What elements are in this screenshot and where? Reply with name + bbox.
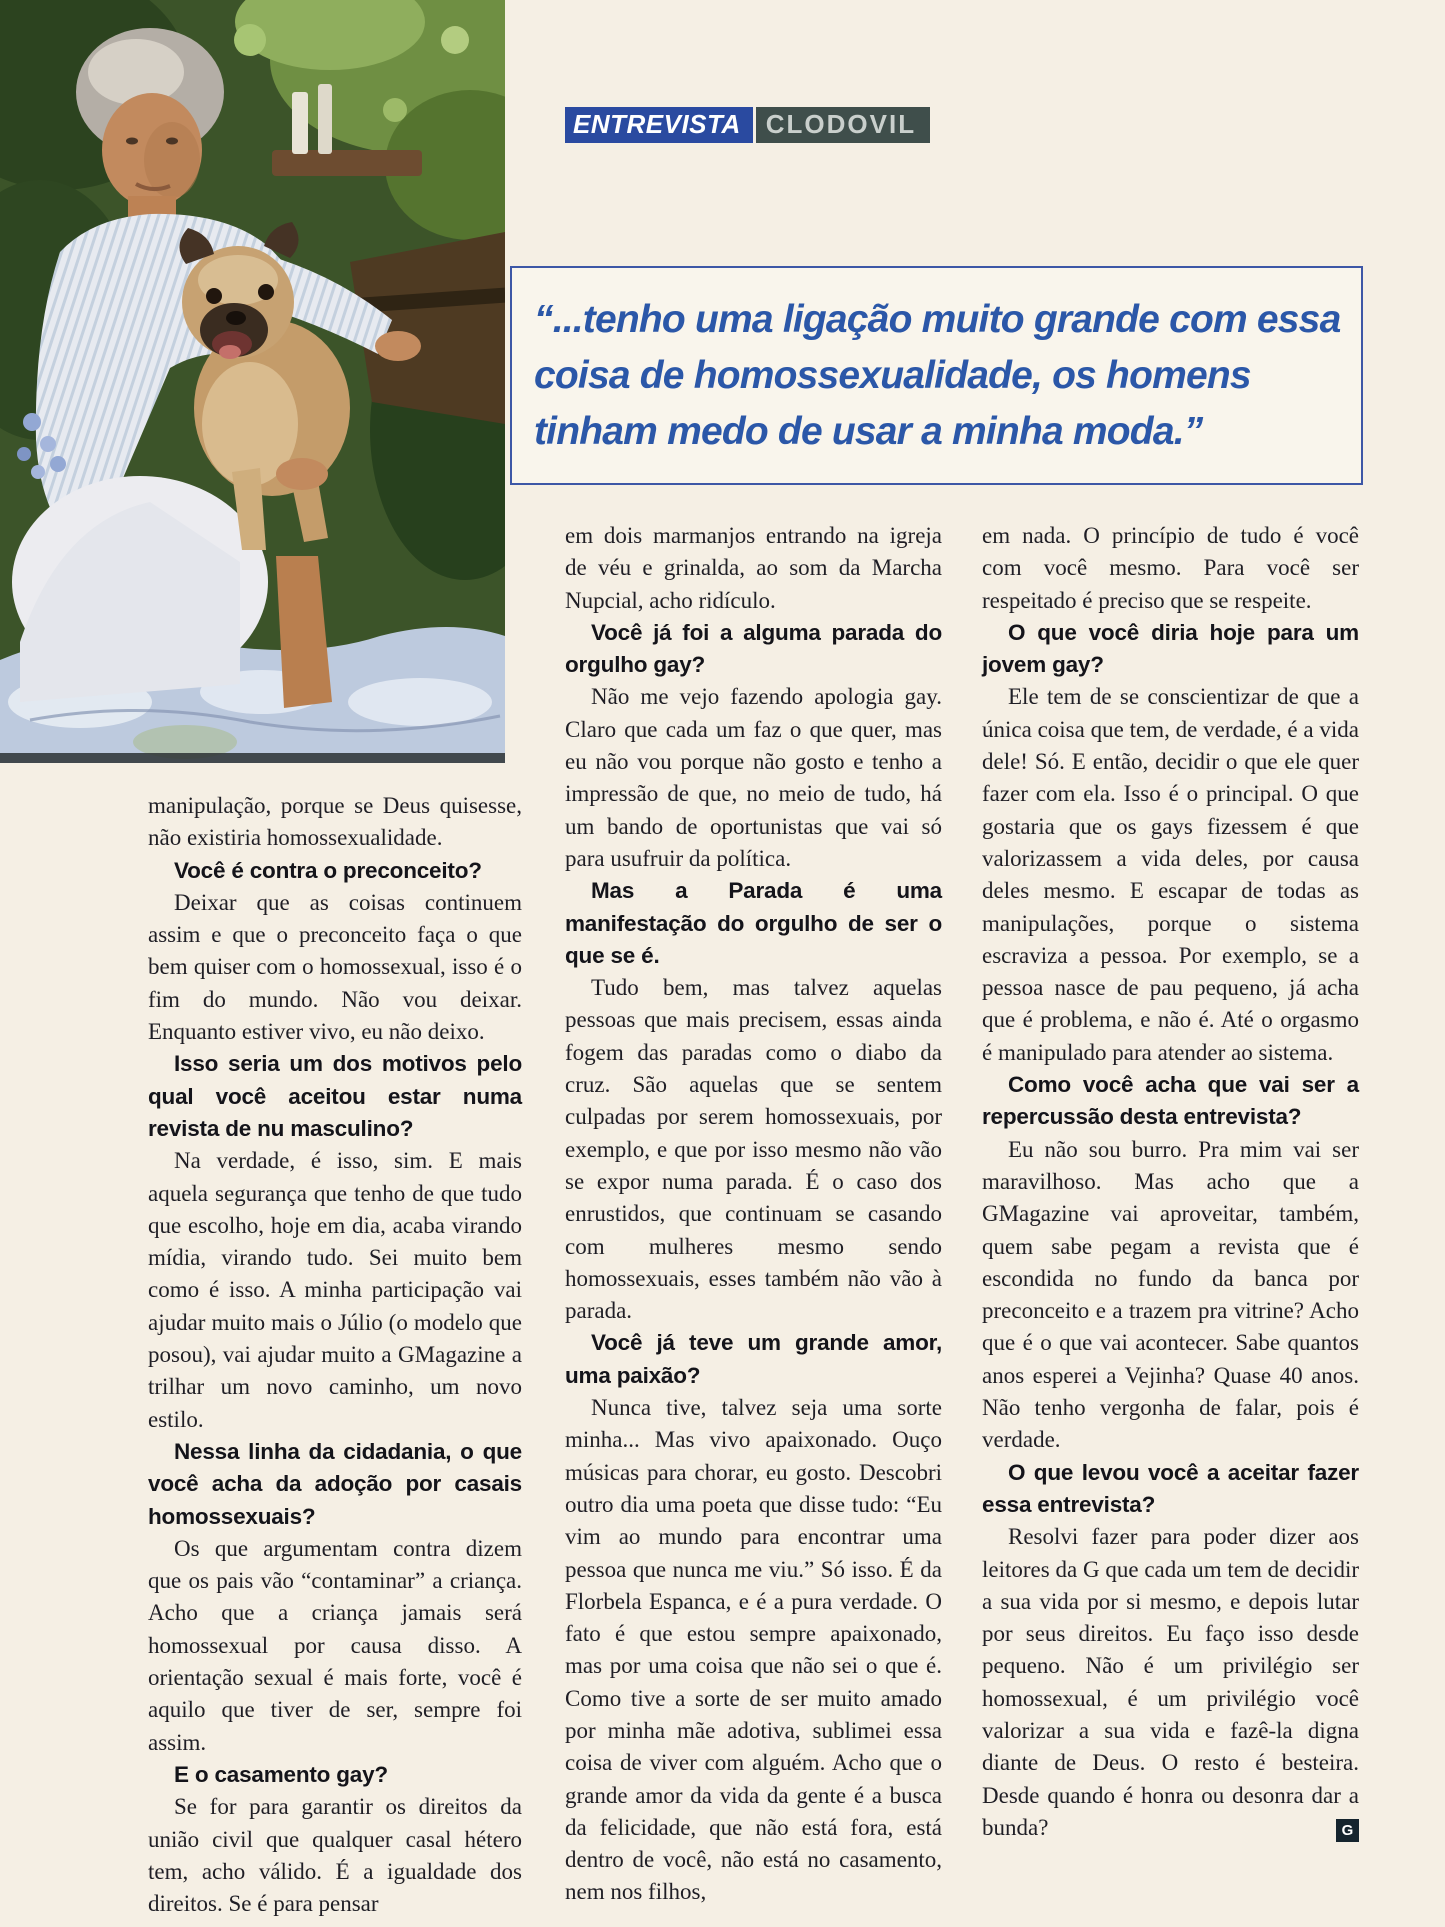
interview-answer: Nunca tive, talvez seja uma sorte minha... Mas vivo apaixonado. Ouço músicas para chorar, eu gosto. Descobri outro dia uma poeta que disse tudo: “Eu vim ao mundo para encontrar uma pessoa que nunca me viu.” Só isso. É da Florbela Espanca, e é a pura verdade. O fato é que estou sempre apaixonado, mas por uma coisa que não sei o que é. Como tive a sorte de ser muito amado por minha mãe adotiva, sublimei essa coisa de viver com alguém. Acho que o grande amor da vida da gente é a busca da felicidade, que não está fora, está dentro de você, não está no casamento, nem nos filhos, bbox=[565, 1395, 942, 1905]
photo-illustration bbox=[0, 0, 505, 763]
interview-answer: em nada. O princípio de tudo é você com você mesmo. Para você ser respeitado é preciso que se respeite. bbox=[982, 523, 1359, 613]
interview-answer: Resolvi fazer para poder dizer aos leitores da G que cada um tem de decidir a sua vida por si mesmo, e depois lutar por seus direitos. Eu faço isso desde pequeno. Não é um privilégio ser homossexual, é um privilégio você valorizar a sua vida e fazê-la digna diante de Deus. O resto é besteira. Desde quando é honra ou desonra dar a bunda? G bbox=[982, 1524, 1359, 1840]
interview-question: Mas a Parada é uma manifestação do orgulho de ser o que se é. bbox=[565, 878, 942, 968]
interview-answer: Os que argumentam contra dizem que os pais vão “contaminar” a criança. Acho que a criança jamais será homossexual por causa disso. A orientação sexual é mais forte, você é aquilo que tiver de ser, sempre foi assim. bbox=[148, 1535, 522, 1755]
interview-answer: Ele tem de se conscientizar de que a única coisa que tem, de verdade, é a vida dele! Só. E então, decidir o que ele quer fazer com ela. Isso é o principal. O que gostaria que os gays fizessem é que valorizassem a vida deles, por causa deles mesmo. E escapar de todas as manipulações, porque o sistema escraviza a pessoa. Por exemplo, se a pessoa nasce de pau pequeno, já acha que é problema, e não é. Até o orgasmo é manipulado para atender ao sistema. bbox=[982, 684, 1359, 1065]
interview-answer: Tudo bem, mas talvez aquelas pessoas que mais precisem, essas ainda fogem das paradas como o diabo da cruz. São aquelas que se sentem culpadas por serem homossexuais, por exemplo, e que por isso mesmo não vão se expor numa parada. É o caso dos enrustidos, que continuam se casando com mulheres mesmo sendo homossexuais, esses também não vão à parada. bbox=[565, 975, 942, 1324]
section-tag bbox=[565, 107, 930, 143]
pull-quote-text: “...tenho uma ligação muito grande com essa coisa de homossexualidade, os homens tinham medo de usar a minha moda.” bbox=[534, 298, 1341, 453]
pull-quote-box bbox=[510, 266, 1363, 485]
section-tag-entrevista: ENTREVISTA bbox=[565, 107, 753, 143]
interview-question: O que você diria hoje para um jovem gay? bbox=[982, 619, 1359, 678]
interview-question: Você é contra o preconceito? bbox=[174, 857, 482, 883]
article-column-left bbox=[148, 790, 522, 1920]
interview-answer: manipulação, porque se Deus quisesse, não existiria homossexualidade. bbox=[148, 793, 522, 851]
interview-answer: Na verdade, é isso, sim. E mais aquela segurança que tenho de que tudo que escolho, hoje em dia, acaba virando mídia, virando tudo. Sei muito bem como é isso. A minha participação vai ajudar muito mais o Júlio (o modelo que posou), vai ajudar muito a GMagazine a trilhar um novo caminho, um novo estilo. bbox=[148, 1148, 522, 1432]
article-column-middle bbox=[565, 520, 942, 1909]
interview-answer: Se for para garantir os direitos da união civil que qualquer casal hétero tem, acho válido. É a igualdade dos direitos. Se é para pensar bbox=[148, 1794, 522, 1917]
interview-question: O que levou você a aceitar fazer essa entrevista? bbox=[982, 1459, 1359, 1517]
interview-answer: Deixar que as coisas continuem assim e que o preconceito faça o que bem quiser com o homossexual, isso é o fim do mundo. Não vou deixar. Enquanto estiver vivo, eu não deixo. bbox=[148, 889, 522, 1045]
interview-question: Nessa linha da cidadania, o que você acha da adoção por casais homossexuais? bbox=[148, 1438, 522, 1529]
article-column-right bbox=[982, 520, 1359, 1844]
section-tag-clodovil: CLODOVIL bbox=[756, 107, 930, 143]
interview-answer: Não me vejo fazendo apologia gay. Claro que cada um faz o que quer, mas eu não vou porque não gosto e tenho a impressão de que, no meio de tudo, há um bando de oportunistas que vai só para usufruir da política. bbox=[565, 684, 942, 871]
interview-question: Isso seria um dos motivos pelo qual você aceitou estar numa revista de nu masculino? bbox=[148, 1051, 522, 1141]
interview-question: Você já teve um grande amor, uma paixão? bbox=[565, 1330, 942, 1388]
interview-answer: em dois marmanjos entrando na igreja de véu e grinalda, ao som da Marcha Nupcial, acho ridículo. bbox=[565, 523, 942, 613]
interview-question: Como você acha que vai ser a repercussão desta entrevista? bbox=[982, 1072, 1359, 1130]
interview-answer: Eu não sou burro. Pra mim vai ser maravilhoso. Mas acho que a GMagazine vai aproveitar, também, quem sabe pegam a revista que é escondida no fundo da banca por preconceito e a trazem pra vitrine? Acho que é o que vai acontecer. Sabe quantos anos esperei a Vejinha? Quase 40 anos. Não tenho vergonha de falar, pois é verdade. bbox=[982, 1136, 1359, 1453]
interview-question: E o casamento gay? bbox=[174, 1761, 388, 1787]
end-mark: G bbox=[1336, 1819, 1359, 1842]
photo-bottom-edge bbox=[0, 753, 505, 763]
clodovil-pug-photo bbox=[0, 0, 505, 763]
interview-question: Você já foi a alguma parada do orgulho gay? bbox=[565, 619, 942, 678]
